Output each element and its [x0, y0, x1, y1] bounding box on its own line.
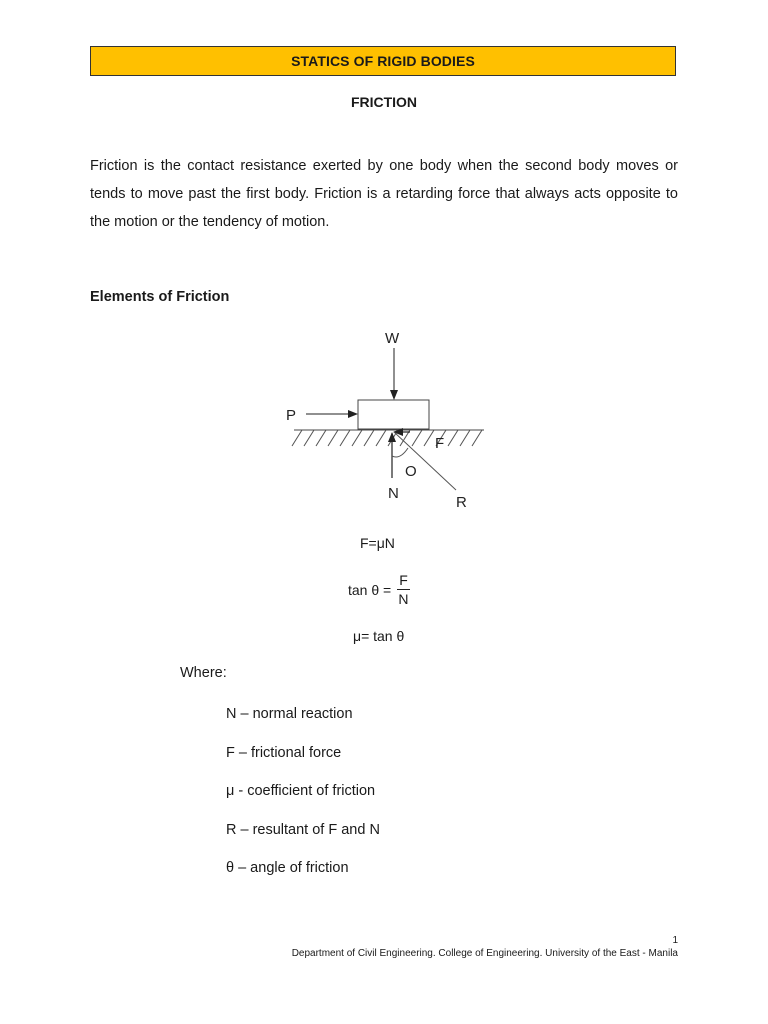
tan-fraction	[397, 572, 410, 607]
fraction-denominator: N	[398, 591, 409, 607]
intro-paragraph: Friction is the contact resistance exerted by one body when the second body moves or tends to move past the first body. Friction is a retarding force that always acts opposite to the motion or the tendency of motion.	[90, 158, 678, 230]
page-number: 1	[672, 935, 678, 946]
definitions-list	[226, 704, 380, 897]
fraction-numerator: F	[399, 572, 408, 588]
where-label: Where:	[180, 665, 227, 681]
definition-item: θ – angle of friction	[226, 860, 349, 876]
tan-equation	[348, 572, 410, 607]
label-p: P	[286, 407, 297, 424]
mu-equation: μ= tan θ	[353, 628, 405, 644]
definition-item: R – resultant of F and N	[226, 821, 380, 838]
banner-title: STATICS OF RIGID BODIES	[291, 53, 475, 69]
definition-item: F – frictional force	[226, 744, 342, 761]
friction-diagram	[270, 318, 510, 518]
section-title: FRICTION	[350, 94, 418, 110]
block	[358, 400, 429, 429]
elements-heading: Elements of Friction	[90, 289, 230, 305]
label-r: R	[456, 494, 467, 511]
header-banner	[90, 46, 676, 76]
label-n: N	[388, 485, 399, 502]
label-theta: O	[405, 463, 417, 480]
angle-arc	[392, 448, 408, 457]
tan-lhs: tan θ =	[348, 581, 392, 598]
definition-item: μ - coefficient of friction	[226, 783, 376, 799]
label-f: F	[435, 435, 445, 452]
label-w: W	[385, 330, 400, 347]
footer-department: Department of Civil Engineering. College of Engineering. University of the East - Manila	[291, 948, 678, 959]
resultant-line	[394, 432, 456, 490]
ground-hatching	[292, 430, 482, 446]
definition-item: N – normal reaction	[226, 706, 353, 722]
friction-equation: F=μN	[360, 535, 395, 551]
